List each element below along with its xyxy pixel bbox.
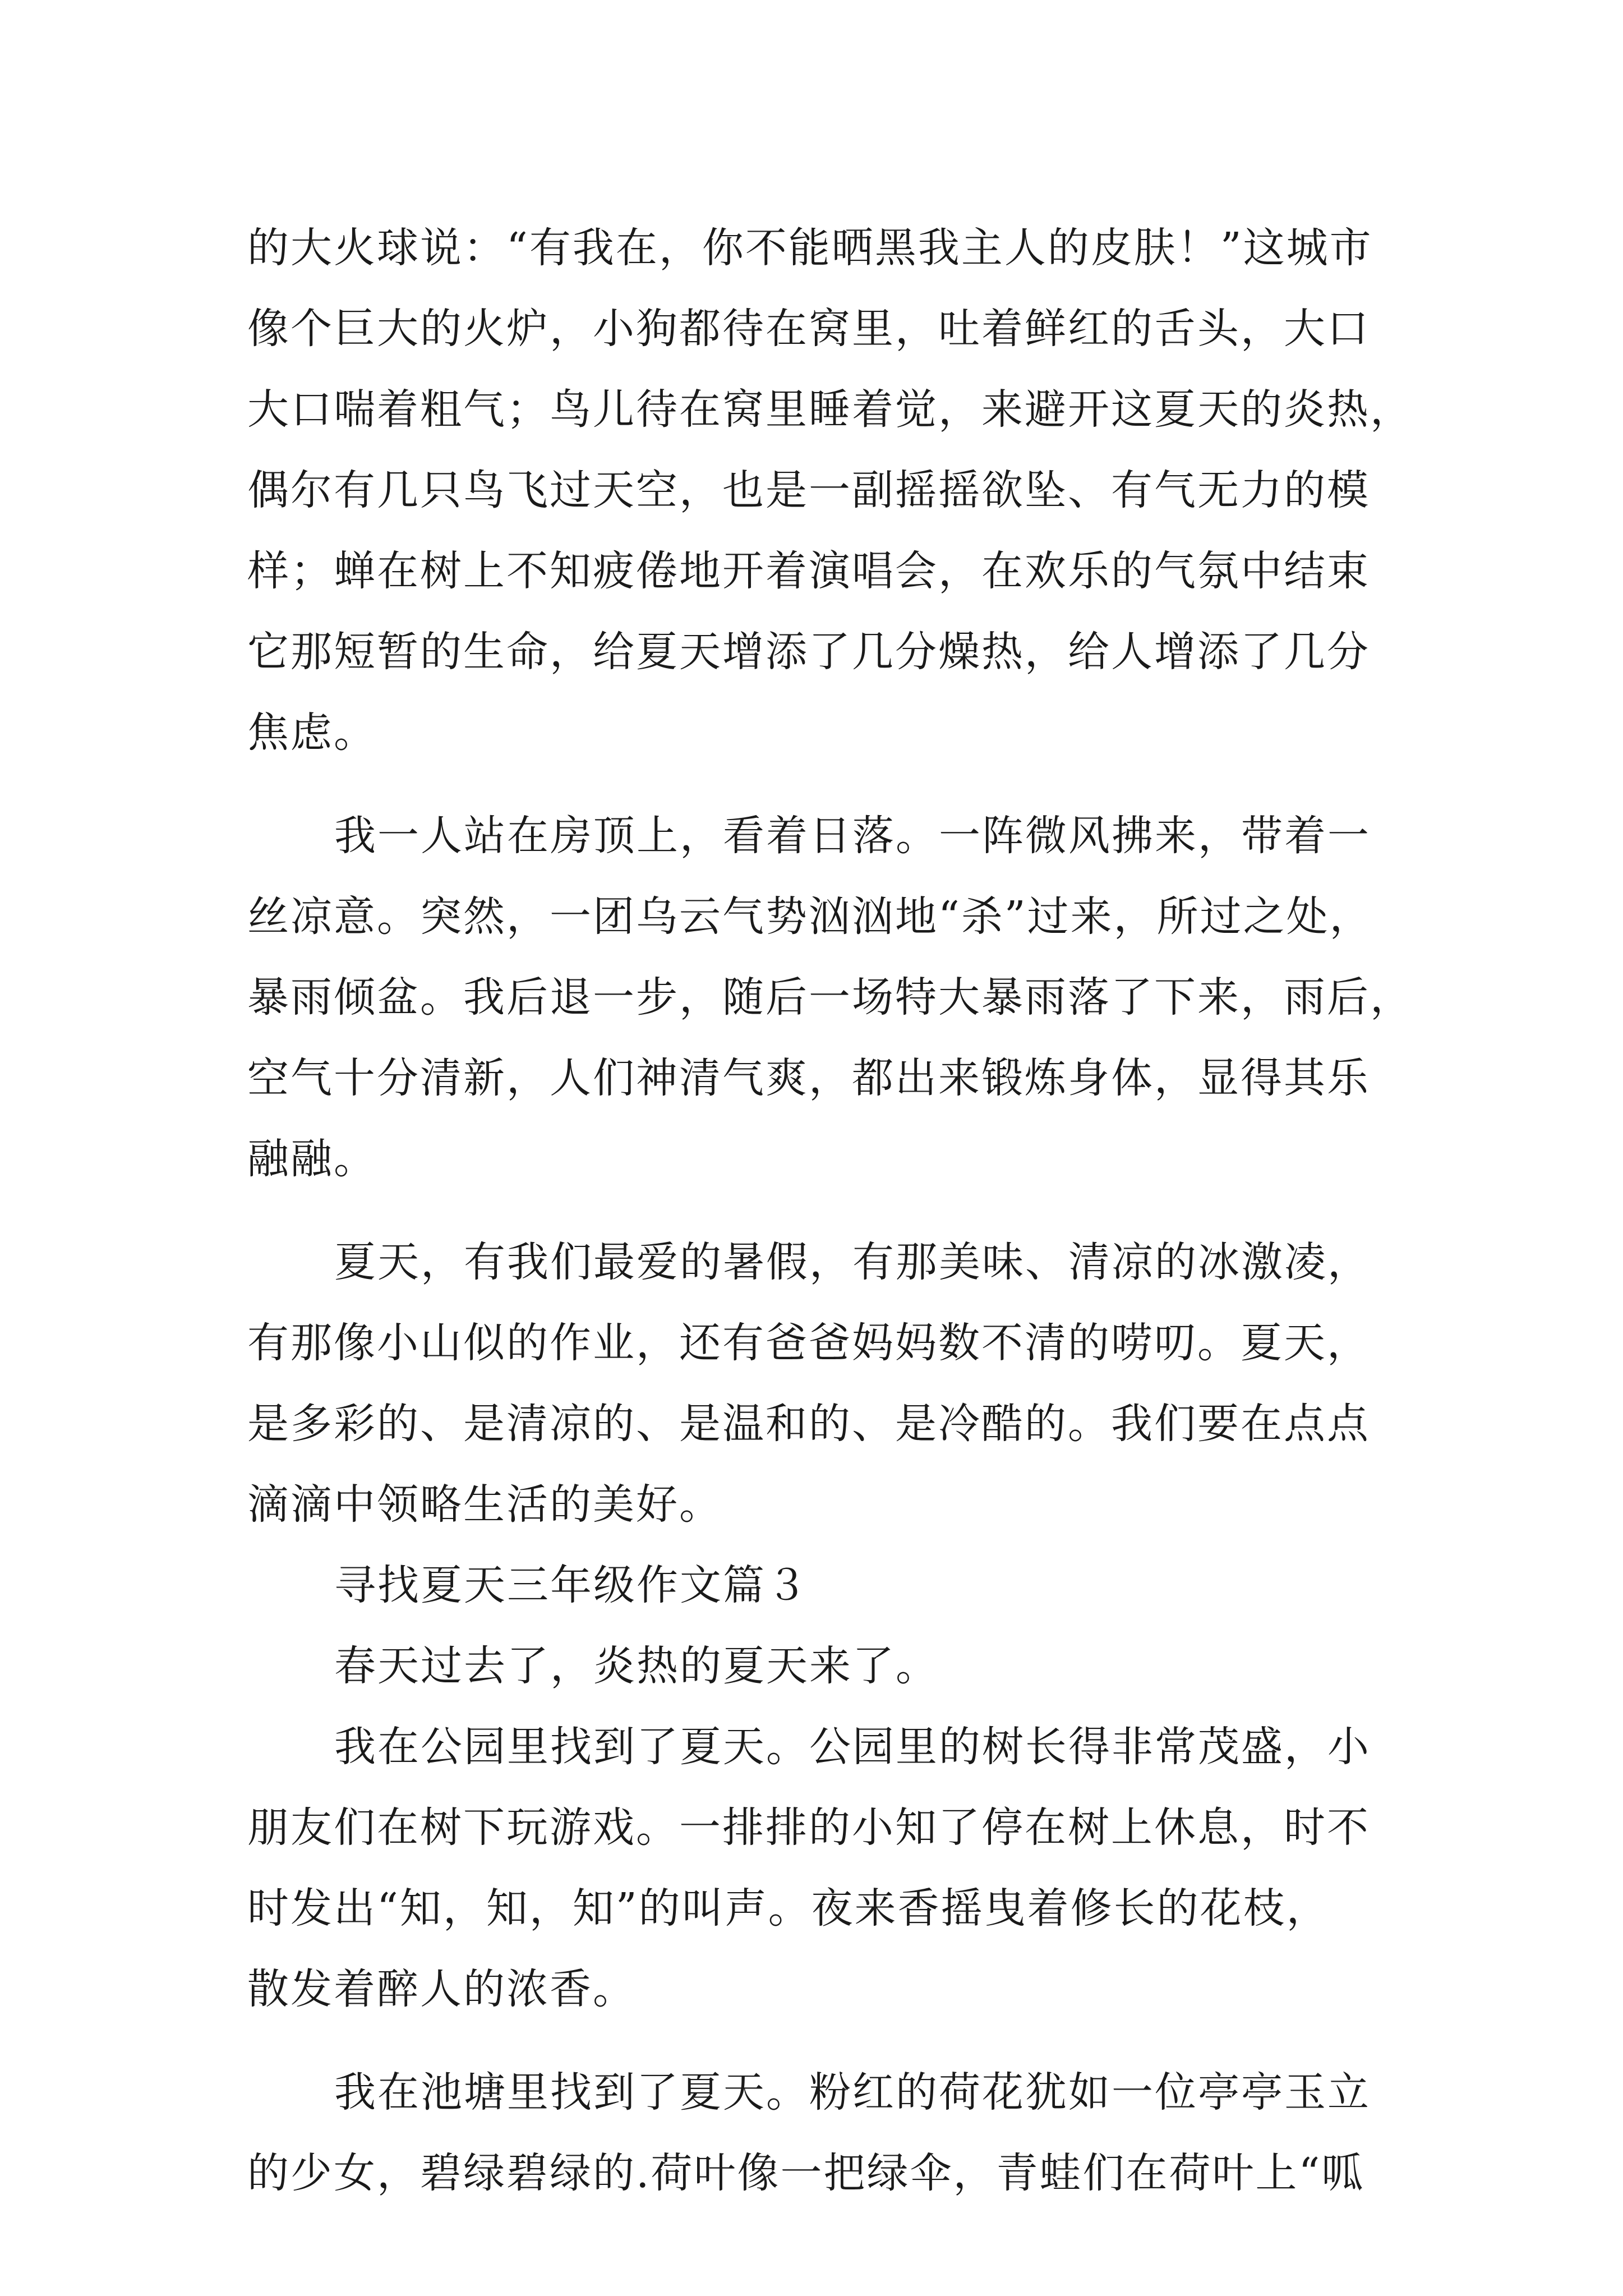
text-line: 滴滴中领略生活的美好。: [247, 1480, 722, 1529]
text-line: 它那短暂的生命，给夏天增添了几分燥热，给人增添了几分: [247, 628, 1370, 676]
paragraph: [247, 1222, 1386, 1545]
paragraph: [247, 208, 1413, 773]
text-line: 寻找夏天三年级作文篇３: [334, 1561, 809, 1609]
paragraph-gap: [247, 2030, 1386, 2052]
text-line: 空气十分清新，人们神清气爽，都出来锻炼身体，显得其乐: [247, 1054, 1370, 1102]
text-line: 融融。: [247, 1135, 377, 1183]
text-line: 我在池塘里找到了夏天。粉红的荷花犹如一位亭亭玉立: [334, 2068, 1371, 2116]
text-line: 夏天，有我们最爱的暑假，有那美味、清凉的冰激凌，: [334, 1238, 1371, 1286]
text-line: 有那像小山似的作业，还有爸爸妈妈数不清的唠叨。夏天，: [247, 1319, 1370, 1367]
section-heading: [247, 1545, 1386, 1626]
text-line: 丝凉意。突然，一团乌云气势汹汹地“杀”过来，所过之处，: [247, 892, 1373, 941]
paragraph: [247, 795, 1413, 1199]
text-line: 偶尔有几只鸟飞过天空，也是一副摇摇欲坠、有气无力的模: [247, 466, 1370, 514]
text-line: 我在公园里找到了夏天。公园里的树长得非常茂盛，小: [334, 1723, 1371, 1771]
text-line: 时发出“知，知，知”的叫声。夜来香摇曳着修长的花枝，: [247, 1884, 1330, 1932]
text-line: 朋友们在树下玩游戏。一排排的小知了停在树上休息，时不: [247, 1803, 1370, 1852]
text-line: 是多彩的、是清凉的、是温和的、是冷酷的。我们要在点点: [247, 1400, 1370, 1448]
text-line: 散发着醉人的浓香。: [247, 1965, 636, 2013]
paragraph-gap: [247, 1199, 1386, 1222]
paragraph: [247, 1626, 1386, 1706]
text-line: 像个巨大的火炉，小狗都待在窝里，吐着鲜红的舌头，大口: [247, 305, 1370, 353]
text-line: 焦虑。: [247, 708, 377, 757]
text-line: 暴雨倾盆。我后退一步，随后一场特大暴雨落了下来，雨后，: [247, 973, 1413, 1022]
document-body: [247, 208, 1413, 2214]
text-line: 春天过去了，炎热的夏天来了。: [334, 1642, 939, 1690]
paragraph-gap: [247, 773, 1386, 795]
paragraph: [247, 1706, 1386, 2030]
paragraph: [247, 2052, 1386, 2214]
text-line: 样；蝉在树上不知疲倦地开着演唱会，在欢乐的气氛中结束: [247, 547, 1370, 595]
text-line: 的大火球说：“有我在，你不能晒黑我主人的皮肤！”这城市: [247, 224, 1373, 272]
text-line: 大口喘着粗气；鸟儿待在窝里睡着觉，来避开这夏天的炎热，: [247, 385, 1413, 434]
text-line: 我一人站在房顶上，看着日落。一阵微风拂来，带着一: [334, 812, 1371, 860]
text-line: 的少女，碧绿碧绿的.荷叶像一把绿伞，青蛙们在荷叶上“呱: [247, 2149, 1365, 2197]
